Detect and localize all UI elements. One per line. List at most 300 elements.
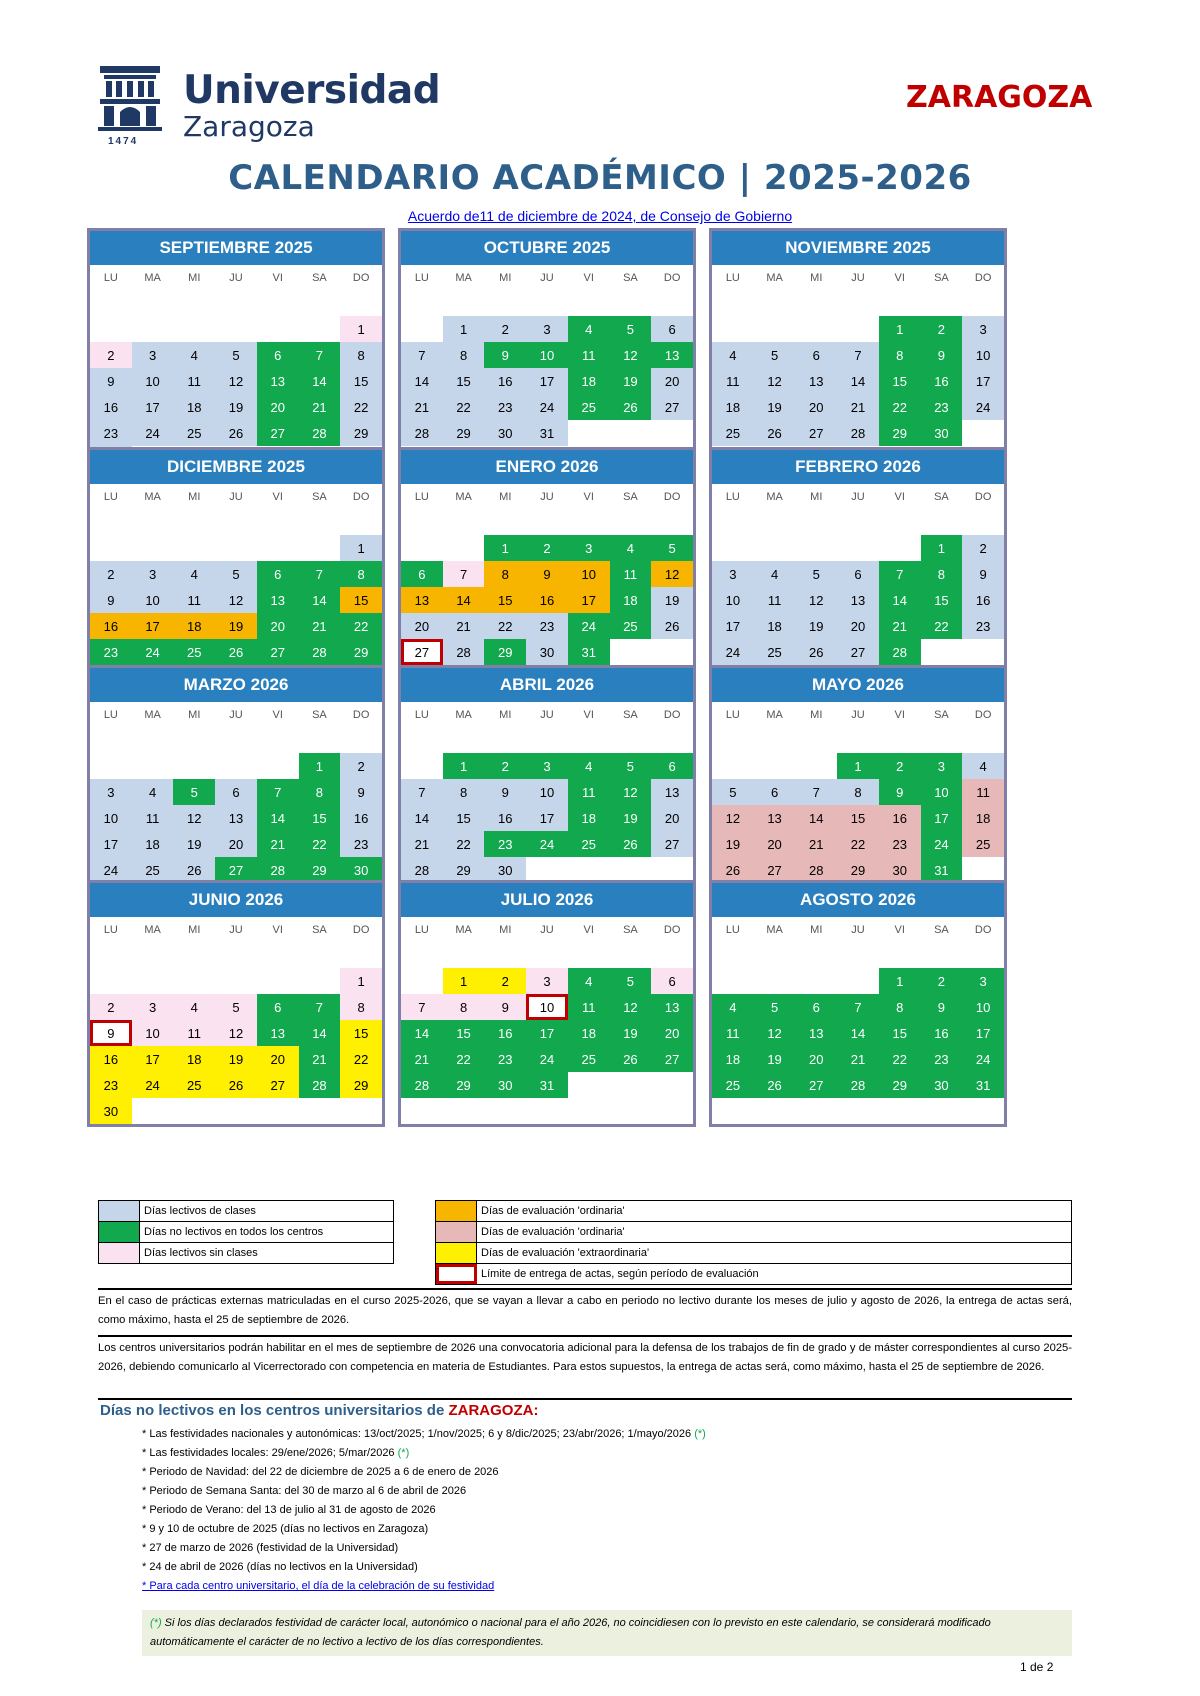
day-cell: 9 (879, 779, 921, 805)
day-cell: 16 (921, 1020, 963, 1046)
day-cell: 2 (921, 968, 963, 994)
legend-item (99, 1201, 393, 1222)
day-cell: 3 (132, 342, 174, 368)
legend-label: Días de evaluación 'extraordinaria' (481, 1247, 650, 1259)
empty-cell (340, 1098, 382, 1124)
empty-cell (90, 509, 132, 535)
day-cell: 7 (401, 994, 443, 1020)
day-cell: 13 (795, 1020, 837, 1046)
empty-cell (401, 509, 443, 535)
day-cell: 25 (712, 1072, 754, 1098)
day-cell: 14 (299, 1020, 341, 1046)
weekday-label: SA (312, 271, 327, 284)
legend-label: Límite de entrega de actas, según período de evaluación (481, 1268, 759, 1280)
day-cell: 24 (921, 831, 963, 857)
day-cell: 21 (299, 394, 341, 420)
day-cell: 8 (299, 779, 341, 805)
weekday-label: SA (623, 923, 638, 936)
day-cell: 27 (257, 1072, 299, 1098)
day-cell: 11 (712, 1020, 754, 1046)
empty-cell (132, 727, 174, 753)
weekday-label: MI (188, 490, 201, 503)
day-cell: 5 (215, 561, 257, 587)
day-cell: 1 (340, 316, 382, 342)
empty-cell (173, 753, 215, 779)
weekday-header (401, 265, 693, 290)
day-cell: 1 (299, 753, 341, 779)
day-cell: 24 (526, 831, 568, 857)
day-cell: 16 (484, 1020, 526, 1046)
weekday-label: LU (414, 271, 429, 284)
day-grid (90, 509, 382, 691)
day-cell: 3 (526, 968, 568, 994)
month-calendar (87, 447, 385, 694)
day-cell: 6 (257, 561, 299, 587)
day-cell: 2 (921, 316, 963, 342)
day-cell: 13 (401, 587, 443, 613)
day-cell: 14 (879, 587, 921, 613)
empty-cell (257, 727, 299, 753)
day-cell: 2 (962, 535, 1004, 561)
day-cell: 4 (173, 994, 215, 1020)
day-cell: 13 (257, 368, 299, 394)
day-cell: 15 (443, 368, 485, 394)
weekday-label: MA (455, 708, 472, 721)
day-cell: 25 (712, 420, 754, 446)
weekday-label: JU (229, 923, 243, 936)
month-title: ENERO 2026 (401, 450, 693, 484)
legend-item (99, 1243, 393, 1263)
empty-cell (795, 509, 837, 535)
month-calendar (709, 447, 1007, 694)
empty-cell (712, 509, 754, 535)
weekday-header (401, 484, 693, 509)
empty-cell (837, 968, 879, 994)
non-lective-title-city: ZARAGOZA: (448, 1402, 539, 1419)
empty-cell (962, 942, 1004, 968)
day-cell: 17 (568, 587, 610, 613)
day-cell: 10 (712, 587, 754, 613)
day-cell: 23 (90, 1072, 132, 1098)
day-cell: 30 (484, 420, 526, 446)
day-cell: 7 (401, 779, 443, 805)
empty-cell (712, 727, 754, 753)
weekday-label: MI (499, 923, 512, 936)
day-cell: 5 (610, 968, 652, 994)
empty-cell (962, 420, 1004, 446)
legend-left (98, 1200, 394, 1264)
day-cell: 23 (962, 613, 1004, 639)
day-cell: 12 (215, 1020, 257, 1046)
day-cell: 7 (837, 342, 879, 368)
day-cell: 29 (879, 420, 921, 446)
day-cell: 17 (132, 613, 174, 639)
day-cell: 8 (443, 779, 485, 805)
non-lective-title (100, 1402, 538, 1419)
empty-cell (795, 727, 837, 753)
non-lective-title-text: Días no lectivos en los centros universitarios de (100, 1402, 445, 1419)
day-cell: 20 (795, 394, 837, 420)
day-cell: 30 (90, 1098, 132, 1124)
weekday-label: MI (188, 271, 201, 284)
empty-cell (90, 753, 132, 779)
day-cell: 19 (712, 831, 754, 857)
day-cell: 31 (526, 1072, 568, 1098)
festivity-link[interactable]: * Para cada centro universitario, el día de la celebración de su festividad (142, 1580, 495, 1592)
empty-cell (299, 535, 341, 561)
month-title: FEBRERO 2026 (712, 450, 1004, 484)
empty-cell (443, 509, 485, 535)
day-cell: 14 (401, 1020, 443, 1046)
month-calendar (87, 228, 385, 475)
day-cell: 29 (340, 420, 382, 446)
weekday-label: SA (312, 923, 327, 936)
day-cell: 10 (526, 994, 568, 1020)
empty-cell (299, 509, 341, 535)
day-cell: 9 (484, 342, 526, 368)
day-cell: 24 (568, 613, 610, 639)
empty-cell (443, 290, 485, 316)
day-cell: 18 (712, 1046, 754, 1072)
empty-cell (299, 968, 341, 994)
legend-item (436, 1243, 1071, 1264)
empty-cell (132, 509, 174, 535)
empty-cell (795, 753, 837, 779)
day-grid (712, 509, 1004, 691)
day-cell: 16 (340, 805, 382, 831)
day-cell: 4 (568, 753, 610, 779)
weekday-label: MI (499, 271, 512, 284)
day-cell: 29 (340, 1072, 382, 1098)
day-cell: 21 (795, 831, 837, 857)
day-cell: 1 (921, 535, 963, 561)
day-cell: 19 (754, 1046, 796, 1072)
day-cell: 16 (879, 805, 921, 831)
day-cell: 7 (401, 342, 443, 368)
day-cell: 23 (879, 831, 921, 857)
day-cell: 26 (795, 639, 837, 665)
day-cell: 18 (754, 613, 796, 639)
day-cell: 25 (962, 831, 1004, 857)
day-cell: 27 (257, 420, 299, 446)
day-cell: 11 (173, 368, 215, 394)
month-calendar (87, 880, 385, 1127)
day-cell: 11 (568, 779, 610, 805)
day-cell: 22 (921, 613, 963, 639)
day-cell: 8 (340, 994, 382, 1020)
legend-label: Días no lectivos en todos los centros (144, 1226, 324, 1238)
day-cell: 5 (651, 535, 693, 561)
weekday-label: JU (851, 271, 865, 284)
day-cell: 15 (340, 1020, 382, 1046)
empty-cell (132, 942, 174, 968)
day-cell: 22 (443, 394, 485, 420)
day-cell: 22 (443, 831, 485, 857)
day-cell: 5 (754, 342, 796, 368)
day-cell: 2 (90, 561, 132, 587)
empty-cell (754, 535, 796, 561)
month-title: AGOSTO 2026 (712, 883, 1004, 917)
list-item: * Las festividades nacionales y autonómicas: 13/oct/2025; 1/nov/2025; 6 y 8/dic/2025; 23/abr/2026; 1/mayo/2026 (*) (142, 1428, 706, 1440)
empty-cell (754, 753, 796, 779)
day-cell: 12 (215, 587, 257, 613)
day-cell: 3 (921, 753, 963, 779)
footnote (142, 1610, 1072, 1656)
day-cell: 12 (610, 342, 652, 368)
day-cell: 14 (837, 1020, 879, 1046)
month-title: OCTUBRE 2025 (401, 231, 693, 265)
day-cell: 9 (90, 368, 132, 394)
day-cell: 26 (215, 420, 257, 446)
weekday-label: LU (414, 923, 429, 936)
weekday-label: MI (810, 271, 823, 284)
day-cell: 18 (610, 587, 652, 613)
empty-cell (837, 1098, 879, 1124)
weekday-label: JU (229, 490, 243, 503)
empty-cell (568, 727, 610, 753)
empty-cell (215, 942, 257, 968)
weekday-label: MA (455, 271, 472, 284)
empty-cell (610, 420, 652, 446)
day-cell: 20 (215, 831, 257, 857)
day-cell: 27 (837, 639, 879, 665)
month-title: ABRIL 2026 (401, 668, 693, 702)
empty-cell (754, 968, 796, 994)
day-cell: 24 (962, 394, 1004, 420)
day-cell: 6 (401, 561, 443, 587)
day-cell: 23 (90, 639, 132, 665)
day-cell: 2 (340, 753, 382, 779)
day-cell: 2 (484, 753, 526, 779)
empty-cell (795, 942, 837, 968)
day-cell: 3 (568, 535, 610, 561)
day-cell: 13 (651, 779, 693, 805)
day-cell: 10 (526, 779, 568, 805)
weekday-header (401, 917, 693, 942)
weekday-label: LU (725, 271, 740, 284)
empty-cell (173, 509, 215, 535)
empty-cell (962, 1098, 1004, 1124)
day-cell: 9 (526, 561, 568, 587)
day-cell: 5 (173, 779, 215, 805)
day-cell: 10 (962, 994, 1004, 1020)
day-cell: 27 (651, 394, 693, 420)
weekday-label: MA (144, 708, 161, 721)
day-cell: 25 (568, 831, 610, 857)
empty-cell (257, 316, 299, 342)
list-item: * Las festividades locales: 29/ene/2026; 5/mar/2026 (*) (142, 1447, 410, 1459)
day-cell: 26 (754, 1072, 796, 1098)
list-item: * 9 y 10 de octubre de 2025 (días no lectivos en Zaragoza) (142, 1523, 429, 1535)
day-cell: 13 (257, 1020, 299, 1046)
empty-cell (610, 290, 652, 316)
day-cell: 3 (132, 561, 174, 587)
day-cell: 3 (962, 968, 1004, 994)
empty-cell (962, 727, 1004, 753)
day-cell: 18 (568, 368, 610, 394)
day-cell: 23 (526, 613, 568, 639)
month-title: MARZO 2026 (90, 668, 382, 702)
empty-cell (962, 290, 1004, 316)
day-cell: 18 (132, 831, 174, 857)
empty-cell (754, 509, 796, 535)
empty-cell (215, 509, 257, 535)
day-cell: 9 (962, 561, 1004, 587)
day-cell: 16 (962, 587, 1004, 613)
day-cell: 7 (299, 561, 341, 587)
legend-swatch (436, 1243, 477, 1263)
weekday-label: JU (851, 923, 865, 936)
footnote-mark: (*) (150, 1617, 162, 1629)
day-cell: 11 (568, 994, 610, 1020)
empty-cell (754, 1098, 796, 1124)
month-calendar (87, 665, 385, 912)
weekday-label: SA (934, 708, 949, 721)
empty-cell (299, 1098, 341, 1124)
day-cell: 1 (340, 968, 382, 994)
day-cell: 28 (401, 857, 443, 883)
day-cell: 16 (484, 368, 526, 394)
month-title: NOVIEMBRE 2025 (712, 231, 1004, 265)
day-cell: 12 (754, 1020, 796, 1046)
day-cell: 24 (712, 639, 754, 665)
day-cell: 8 (837, 779, 879, 805)
day-cell: 18 (568, 1020, 610, 1046)
empty-cell (921, 1098, 963, 1124)
day-cell: 9 (90, 1020, 132, 1046)
day-cell: 20 (257, 1046, 299, 1072)
legend-label: Días de evaluación 'ordinaria' (481, 1226, 625, 1238)
empty-cell (754, 727, 796, 753)
empty-cell (299, 290, 341, 316)
weekday-label: DO (663, 490, 681, 503)
weekday-label: VI (894, 708, 905, 721)
day-grid (712, 942, 1004, 1124)
day-cell: 4 (568, 316, 610, 342)
day-cell: 14 (795, 805, 837, 831)
empty-cell (568, 290, 610, 316)
empty-cell (712, 968, 754, 994)
weekday-label: MA (766, 708, 783, 721)
day-cell: 19 (651, 587, 693, 613)
empty-cell (879, 1098, 921, 1124)
day-cell: 19 (610, 805, 652, 831)
empty-cell (443, 727, 485, 753)
weekday-label: LU (103, 923, 118, 936)
day-cell: 19 (610, 1020, 652, 1046)
day-cell: 19 (215, 613, 257, 639)
empty-cell (401, 727, 443, 753)
day-cell: 18 (962, 805, 1004, 831)
day-cell: 3 (90, 779, 132, 805)
day-cell: 10 (90, 805, 132, 831)
empty-cell (401, 535, 443, 561)
weekday-label: SA (623, 271, 638, 284)
month-calendar (709, 228, 1007, 475)
day-cell: 6 (651, 316, 693, 342)
empty-cell (568, 1072, 610, 1098)
day-cell: 5 (610, 316, 652, 342)
day-cell: 8 (443, 994, 485, 1020)
day-cell: 6 (795, 994, 837, 1020)
weekday-label: SA (312, 708, 327, 721)
day-cell: 28 (795, 857, 837, 883)
weekday-label: MA (144, 923, 161, 936)
empty-cell (712, 316, 754, 342)
day-cell: 6 (837, 561, 879, 587)
day-cell: 7 (299, 994, 341, 1020)
weekday-label: LU (725, 923, 740, 936)
month-calendar (709, 665, 1007, 912)
day-cell: 21 (299, 1046, 341, 1072)
day-cell: 21 (443, 613, 485, 639)
day-cell: 26 (651, 613, 693, 639)
day-cell: 18 (173, 613, 215, 639)
weekday-label: MI (188, 923, 201, 936)
day-cell: 18 (173, 394, 215, 420)
day-cell: 3 (526, 316, 568, 342)
day-cell: 12 (712, 805, 754, 831)
empty-cell (90, 968, 132, 994)
empty-cell (795, 290, 837, 316)
university-logo (98, 66, 441, 152)
day-cell: 23 (921, 394, 963, 420)
day-cell: 5 (610, 753, 652, 779)
empty-cell (443, 942, 485, 968)
day-cell: 13 (754, 805, 796, 831)
empty-cell (712, 535, 754, 561)
day-cell: 1 (879, 968, 921, 994)
day-cell: 26 (754, 420, 796, 446)
empty-cell (610, 727, 652, 753)
day-cell: 28 (837, 420, 879, 446)
empty-cell (215, 316, 257, 342)
empty-cell (921, 290, 963, 316)
day-cell: 22 (299, 831, 341, 857)
day-cell: 25 (173, 420, 215, 446)
legend-swatch (99, 1201, 140, 1221)
empty-cell (90, 535, 132, 561)
empty-cell (90, 727, 132, 753)
day-cell: 23 (484, 394, 526, 420)
day-grid (401, 942, 693, 1124)
day-cell: 11 (173, 587, 215, 613)
empty-cell (340, 290, 382, 316)
day-cell: 10 (962, 342, 1004, 368)
day-cell: 24 (132, 639, 174, 665)
empty-cell (257, 942, 299, 968)
weekday-label: DO (974, 490, 992, 503)
list-item: * Periodo de Semana Santa: del 30 de marzo al 6 de abril de 2026 (142, 1485, 467, 1497)
day-cell: 30 (340, 857, 382, 883)
weekday-header (90, 702, 382, 727)
empty-cell (215, 753, 257, 779)
day-cell: 15 (340, 587, 382, 613)
empty-cell (257, 290, 299, 316)
empty-cell (257, 968, 299, 994)
day-cell: 4 (173, 342, 215, 368)
day-cell: 31 (526, 420, 568, 446)
day-cell: 11 (132, 805, 174, 831)
weekday-header (90, 265, 382, 290)
agreement-link[interactable]: Acuerdo de11 de diciembre de 2024, de Consejo de Gobierno (407, 208, 793, 224)
day-cell: 1 (443, 753, 485, 779)
day-cell: 30 (484, 857, 526, 883)
day-cell: 23 (484, 831, 526, 857)
day-cell: 13 (837, 587, 879, 613)
day-cell: 1 (837, 753, 879, 779)
empty-cell (257, 753, 299, 779)
